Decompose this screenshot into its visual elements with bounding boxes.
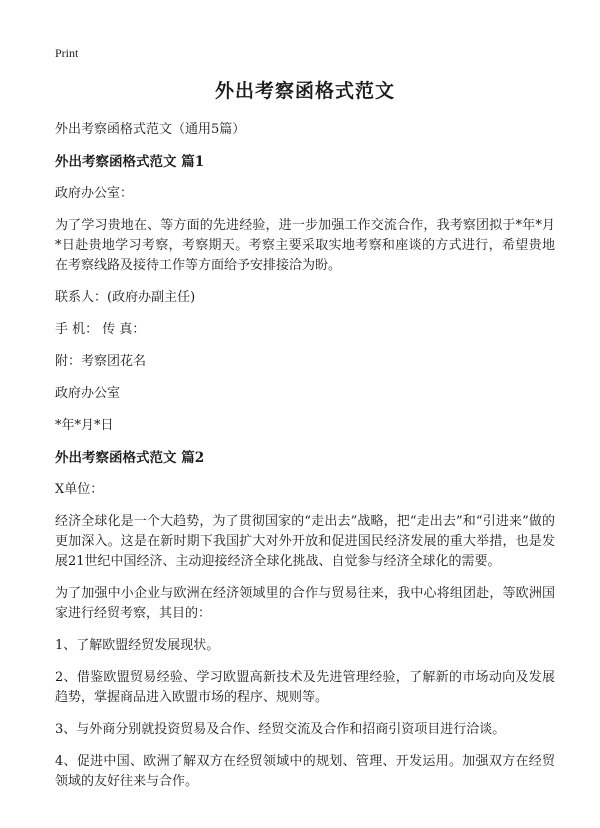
- section-1-signature: 政府办公室: [55, 386, 121, 401]
- document-page: [55, 78, 555, 802]
- section-1-date: *年*月*日: [55, 418, 114, 433]
- section-2-item-1: 1、了解欧盟经贸发展现状。: [55, 638, 220, 653]
- section-2-item-3: 3、与外商分别就投资贸易及合作、经贸交流及合作和招商引资项目进行洽谈。: [55, 722, 506, 737]
- section-2-heading: 外出考察函格式范文 篇2: [55, 450, 205, 466]
- section-2-item-4: 4、促进中国、欧洲了解双方在经贸领域中的规划、管理、开发运用。加强双方在经贸领域的友好往来与合作。: [55, 754, 555, 789]
- section-2-salutation: X单位：: [55, 482, 104, 497]
- document-title: 外出考察函格式范文: [214, 80, 395, 102]
- document-subtitle: 外出考察函格式范文（通用5篇）: [55, 122, 246, 137]
- section-1-heading: 外出考察函格式范文 篇1: [55, 154, 205, 170]
- section-2-paragraph-2: 为了加强中小企业与欧洲在经济领域里的合作与贸易往来，我中心将组团赴，等欧洲国家进行经贸考察，其目的：: [55, 586, 555, 621]
- section-2-paragraph-1: 经济全球化是一个大趋势，为了贯彻国家的“走出去”战略，把“走出去”和“引进来”做的更加深入。这是在新时期下我国扩大对外开放和促进国民经济发展的重大举措，也是发展21世纪中国经济、主动迎接经济全球化挑战、自觉参与经济全球化的需要。: [55, 514, 555, 569]
- section-1-contact: 联系人：(政府办副主任): [55, 290, 196, 305]
- print-label[interactable]: Print: [55, 46, 79, 60]
- section-1-attachment: 附：考察团花名: [55, 354, 147, 369]
- section-1-phone-fax: 手 机： 传 真：: [55, 322, 146, 337]
- section-1-salutation: 政府办公室：: [55, 186, 134, 201]
- section-1-body: 为了学习贵地在、等方面的先进经验，进一步加强工作交流合作，我考察团拟于*年*月*日赴贵地学习考察，考察期天。考察主要采取实地考察和座谈的方式进行，希望贵地在考察线路及接待工作等方面给予安排接洽为盼。: [55, 218, 555, 273]
- section-2-item-2: 2、借鉴欧盟贸易经验、学习欧盟高新技术及先进管理经验，了解新的市场动向及发展趋势，掌握商品进入欧盟市场的程序、规则等。: [55, 670, 555, 705]
